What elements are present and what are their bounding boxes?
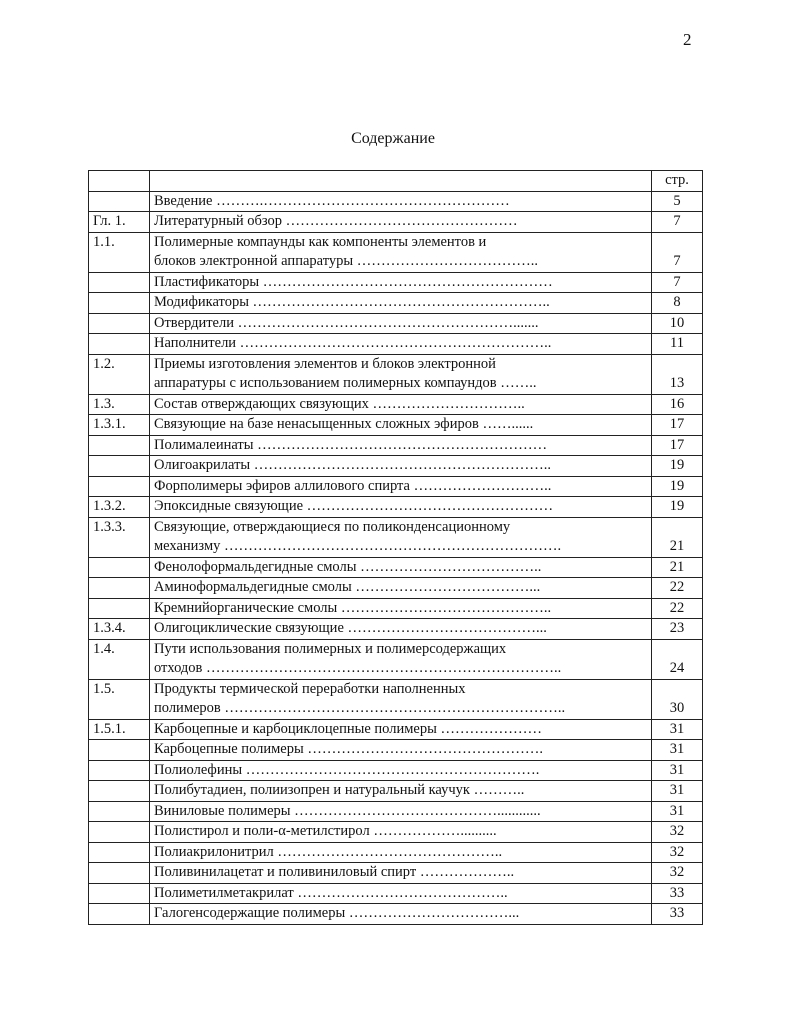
toc-row — [89, 394, 703, 415]
toc-entry-title: Продукты термической переработки наполненных полимеров …………………………………………………………….. — [150, 679, 652, 719]
toc-entry-title: Полимерные компаунды как компоненты элементов и блоков электронной аппаратуры ……………………………….. — [150, 232, 652, 272]
toc-row — [89, 740, 703, 761]
toc-row — [89, 435, 703, 456]
toc-page-number: 19 — [652, 497, 703, 518]
toc-entry-title: Эпоксидные связующие …………………………………………… — [150, 497, 652, 518]
toc-entry-title: Олигоциклические связующие …………………………………... — [150, 619, 652, 640]
toc-row — [89, 760, 703, 781]
toc-section-number: 1.5.1. — [89, 719, 150, 740]
toc-row — [89, 781, 703, 802]
toc-row — [89, 354, 703, 394]
toc-entry-title: Наполнители ……………………………………………………….. — [150, 334, 652, 355]
toc-entry-title: Состав отверждающих связующих ………………………….. — [150, 394, 652, 415]
toc-row — [89, 272, 703, 293]
toc-entry-title: Модификаторы …………………………………………………….. — [150, 293, 652, 314]
toc-row — [89, 719, 703, 740]
toc-section-number — [89, 781, 150, 802]
toc-section-number: Гл. 1. — [89, 212, 150, 233]
toc-page-number: 7 — [652, 232, 703, 272]
toc-page-number: 31 — [652, 760, 703, 781]
toc-page-number: 13 — [652, 354, 703, 394]
toc-row — [89, 334, 703, 355]
toc-page-number: 23 — [652, 619, 703, 640]
toc-page-number: 10 — [652, 313, 703, 334]
toc-section-number — [89, 740, 150, 761]
toc-section-number: 1.1. — [89, 232, 150, 272]
toc-page-number: 33 — [652, 904, 703, 925]
toc-page-number: 19 — [652, 476, 703, 497]
toc-entry-title: Введение ……….…………………………………………… — [150, 191, 652, 212]
toc-entry-title: Полималеинаты …………………………………………………… — [150, 435, 652, 456]
toc-entry-title: Полиакрилонитрил ……………………………………….. — [150, 842, 652, 863]
toc-page-number: 16 — [652, 394, 703, 415]
toc-page-number: 31 — [652, 719, 703, 740]
toc-page-number: 24 — [652, 639, 703, 679]
toc-section-number: 1.3.2. — [89, 497, 150, 518]
toc-section-number: 1.5. — [89, 679, 150, 719]
toc-row — [89, 883, 703, 904]
toc-section-number — [89, 822, 150, 843]
toc-section-number — [89, 904, 150, 925]
toc-row — [89, 863, 703, 884]
toc-entry-title: Связующие на базе ненасыщенных сложных эфиров ……...... — [150, 415, 652, 436]
page-number: 2 — [683, 30, 692, 49]
toc-section-number — [89, 476, 150, 497]
toc-section-number: 1.3.4. — [89, 619, 150, 640]
toc-row — [89, 822, 703, 843]
toc-page-number: 19 — [652, 456, 703, 477]
toc-page-number: 7 — [652, 212, 703, 233]
toc-row — [89, 232, 703, 272]
toc-page-number: 8 — [652, 293, 703, 314]
toc-page-number: 32 — [652, 842, 703, 863]
toc-section-number: 1.3.1. — [89, 415, 150, 436]
toc-row — [89, 639, 703, 679]
toc-entry-title: Карбоцепные и карбоциклоцепные полимеры ………………… — [150, 719, 652, 740]
toc-header-num — [89, 171, 150, 192]
toc-entry-title: Приемы изготовления элементов и блоков электронной аппаратуры с использованием полимерных компаундов …….. — [150, 354, 652, 394]
toc-page-number: 32 — [652, 822, 703, 843]
toc-row — [89, 842, 703, 863]
toc-entry-title: Кремнийорганические смолы …………………………………….. — [150, 598, 652, 619]
toc-section-number: 1.4. — [89, 639, 150, 679]
toc-section-number — [89, 293, 150, 314]
toc-page-number: 30 — [652, 679, 703, 719]
toc-page-number: 22 — [652, 598, 703, 619]
toc-row — [89, 598, 703, 619]
toc-header-title — [150, 171, 652, 192]
toc-row — [89, 679, 703, 719]
toc-page-number: 5 — [652, 191, 703, 212]
toc-entry-title: Полиолефины ……………………………………………………. — [150, 760, 652, 781]
toc-page-number: 31 — [652, 801, 703, 822]
toc-table — [88, 170, 703, 925]
toc-section-number: 1.2. — [89, 354, 150, 394]
toc-section-number — [89, 272, 150, 293]
toc-row — [89, 801, 703, 822]
toc-section-number — [89, 334, 150, 355]
toc-page-number: 22 — [652, 578, 703, 599]
toc-entry-title: Виниловые полимеры ……………………………………............ — [150, 801, 652, 822]
toc-row — [89, 578, 703, 599]
toc-title-text: Содержание — [351, 130, 435, 147]
toc-row — [89, 557, 703, 578]
toc-page-number: 33 — [652, 883, 703, 904]
toc-row — [89, 191, 703, 212]
toc-page-number: 17 — [652, 435, 703, 456]
toc-section-number — [89, 760, 150, 781]
toc-row — [89, 415, 703, 436]
toc-entry-title: Пластификаторы …………………………………………………… — [150, 272, 652, 293]
toc-entry-title: Полибутадиен, полиизопрен и натуральный каучук ……….. — [150, 781, 652, 802]
toc-section-number — [89, 598, 150, 619]
toc-page-number: 21 — [652, 517, 703, 557]
toc-row — [89, 293, 703, 314]
toc-section-number: 1.3. — [89, 394, 150, 415]
toc-entry-title: Литературный обзор ………………………………………… — [150, 212, 652, 233]
toc-section-number — [89, 842, 150, 863]
toc-row — [89, 476, 703, 497]
toc-section-number — [89, 801, 150, 822]
toc-row — [89, 904, 703, 925]
toc-row — [89, 313, 703, 334]
toc-entry-title: Отвердители …………………………………………………....... — [150, 313, 652, 334]
toc-page-number: 31 — [652, 740, 703, 761]
toc-entry-title: Полистирол и поли-α-метилстирол ……………….......... — [150, 822, 652, 843]
toc-entry-title: Полиметилметакрилат …………………………………….. — [150, 883, 652, 904]
toc-section-number — [89, 578, 150, 599]
toc-row — [89, 497, 703, 518]
toc-header-row — [89, 171, 703, 192]
toc-section-number — [89, 863, 150, 884]
toc-section-number — [89, 883, 150, 904]
toc-entry-title: Галогенсодержащие полимеры ……………………………... — [150, 904, 652, 925]
toc-entry-title: Поливинилацетат и поливиниловый спирт ……………….. — [150, 863, 652, 884]
toc-section-number — [89, 191, 150, 212]
toc-entry-title: Связующие, отверждающиеся по поликонденсационному механизму ……………………………………………………………. — [150, 517, 652, 557]
toc-section-number: 1.3.3. — [89, 517, 150, 557]
toc-page-number: 11 — [652, 334, 703, 355]
toc-row — [89, 619, 703, 640]
toc-page-number: 21 — [652, 557, 703, 578]
toc-page-number: 17 — [652, 415, 703, 436]
toc-entry-title: Форполимеры эфиров аллилового спирта ……………………….. — [150, 476, 652, 497]
toc-header-page: стр. — [652, 171, 703, 192]
toc-section-number — [89, 313, 150, 334]
toc-row — [89, 212, 703, 233]
toc-page-number: 31 — [652, 781, 703, 802]
toc-page-number: 32 — [652, 863, 703, 884]
page-title — [0, 130, 794, 148]
toc-section-number — [89, 435, 150, 456]
toc-entry-title: Пути использования полимерных и полимерсодержащих отходов ……………………………………………………………….. — [150, 639, 652, 679]
toc-entry-title: Карбоцепные полимеры …………………………………………. — [150, 740, 652, 761]
toc-entry-title: Фенолоформальдегидные смолы ……………………………….. — [150, 557, 652, 578]
toc-section-number — [89, 456, 150, 477]
toc-entry-title: Аминоформальдегидные смолы ………………………………... — [150, 578, 652, 599]
toc-row — [89, 517, 703, 557]
toc-row — [89, 456, 703, 477]
toc-page-number: 7 — [652, 272, 703, 293]
toc-entry-title: Олигоакрилаты …………………………………………………….. — [150, 456, 652, 477]
toc-section-number — [89, 557, 150, 578]
